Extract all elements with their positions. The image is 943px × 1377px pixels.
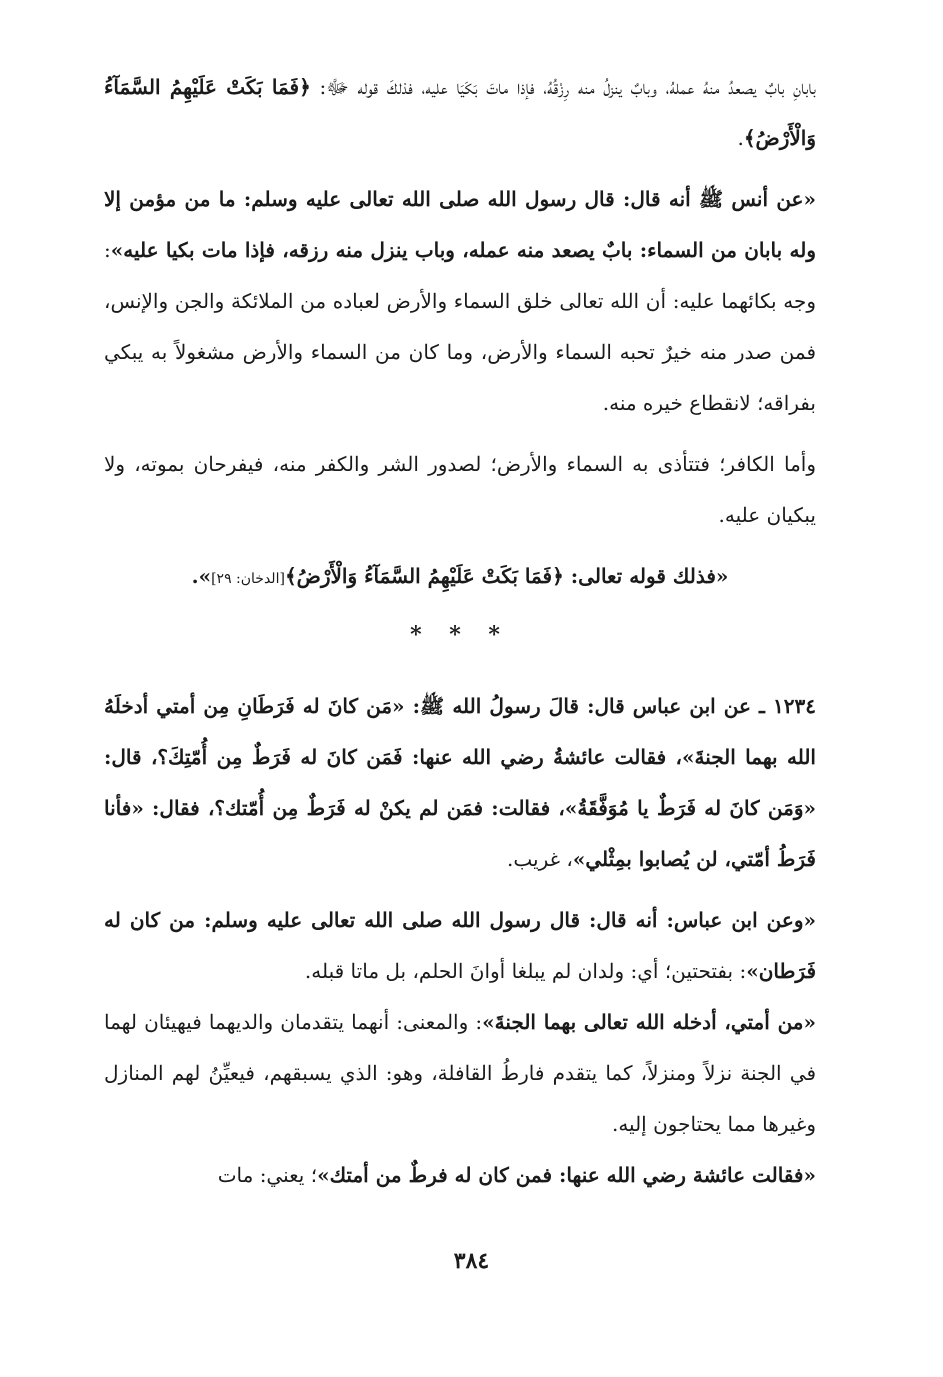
hadith-grade: ، غريب. (507, 847, 573, 871)
commentary-text: وأما الكافر؛ فتتأذى به السماء والأرض؛ لصدور الشر والكفر منه، فيفرحان بموته، ولا يبكيان عليه. (104, 452, 816, 527)
commentary-text: : والمعنى: أنهما يتقدمان والديهما فيهيئان لهما في الجنة نزلاً ومنزلاً، كما يتقدم فارطُ القافلة، وهو: الذي يسبقهم، فيعيِّنُ لهم المنازل وغيرها مما يحتاجون إليه. (104, 1010, 816, 1136)
paragraph-4 (104, 551, 816, 605)
paragraph-3 (104, 439, 816, 541)
section-separator: * * * (410, 622, 510, 648)
paragraph-7 (104, 997, 816, 1150)
spacer (104, 429, 816, 439)
paragraph-6 (104, 895, 816, 997)
paragraph-4-end: ». (191, 564, 212, 588)
paragraph-1 (104, 62, 816, 164)
spacer (104, 541, 816, 551)
paragraph-1-text: بابانِ بابٌ يصعدُ منهُ عملهُ، وبابٌ ينزلُ منه رِزْقُهُ، فإذا ماتَ بَكَيَا عليه، فذلكَ قوله ﷻ: (310, 75, 817, 99)
commentary-text: ؛ يعني: مات (217, 1163, 318, 1187)
quran-verse: ﴿فَمَا بَكَتْ عَلَيْهِمُ السَّمَآءُ وَالْأَرْضُ﴾ (104, 75, 816, 150)
hadith-quote: «فذلك قوله تعالى: (563, 564, 729, 588)
commentary-text: : وجه بكائهما عليه: أن الله تعالى خلق السماء والأرض لعباده من الملائكة والجن والإنس، فمن صدر منه خيرٌ تحبه السماء والأرض، وما كان من السماء والأرض مشغولاً به يبكي بفراقه؛ لانقطاع خيره منه. (104, 238, 817, 415)
paragraph-1-end: . (737, 126, 744, 150)
hadith-quote: «وعن ابن عباس: أنه قال: قال رسول الله صلى الله تعالى عليه وسلم: من كان له فَرَطان» (104, 908, 816, 983)
paragraph-5 (104, 681, 816, 885)
verse-reference: [الدخان: ٢٩] (211, 571, 285, 587)
quran-verse: ﴿فَمَا بَكَتْ عَلَيْهِمُ السَّمَآءُ وَالْأَرْضُ﴾ (284, 564, 564, 588)
spacer (104, 885, 816, 895)
hadith-quote: «فقالت عائشة رضي الله عنها: فمن كان له فرطٌ من أمتك» (317, 1163, 816, 1187)
page-number: ٣٨٤ (453, 1248, 490, 1274)
hadith-quote: «من أمتي، أدخله الله تعالى بهما الجنةَ» (482, 1010, 817, 1034)
hadith-text: ١٢٣٤ ـ عن ابن عباس قال: قالَ رسولُ الله ﷺ: «مَن كانَ له فَرَطَانِ مِن أمتي أدخلَهُ الله بهما الجنةَ»، فقالت عائشةُ رضي الله عنها: فَمَن كانَ له فَرَطٌ مِن أُمّتِكَ؟، قال: «وَمَن كانَ له فَرَطٌ يا مُوَفَّقَةُ»، فقالت: فمَن لم يكنْ له فَرَطٌ مِن أُمّتك؟، فقال: «فأنا فَرَطُ أمّتي، لن يُصابوا بمِثْلي» (104, 694, 816, 871)
spacer (104, 164, 816, 174)
hadith-quote: «عن أنس ﷺ أنه قال: قال رسول الله صلى الله تعالى عليه وسلم: ما من مؤمن إلا وله بابان من السماء: بابٌ يصعد منه عمله، وباب ينزل منه رزقه، فإذا مات بكيا عليه» (104, 187, 816, 262)
paragraph-2 (104, 174, 816, 429)
paragraph-8 (104, 1150, 816, 1201)
page-body (104, 62, 816, 1362)
commentary-text: : بفتحتين؛ أي: ولدان لم يبلغا أوانَ الحلم، بل ماتا قبله. (304, 959, 747, 983)
